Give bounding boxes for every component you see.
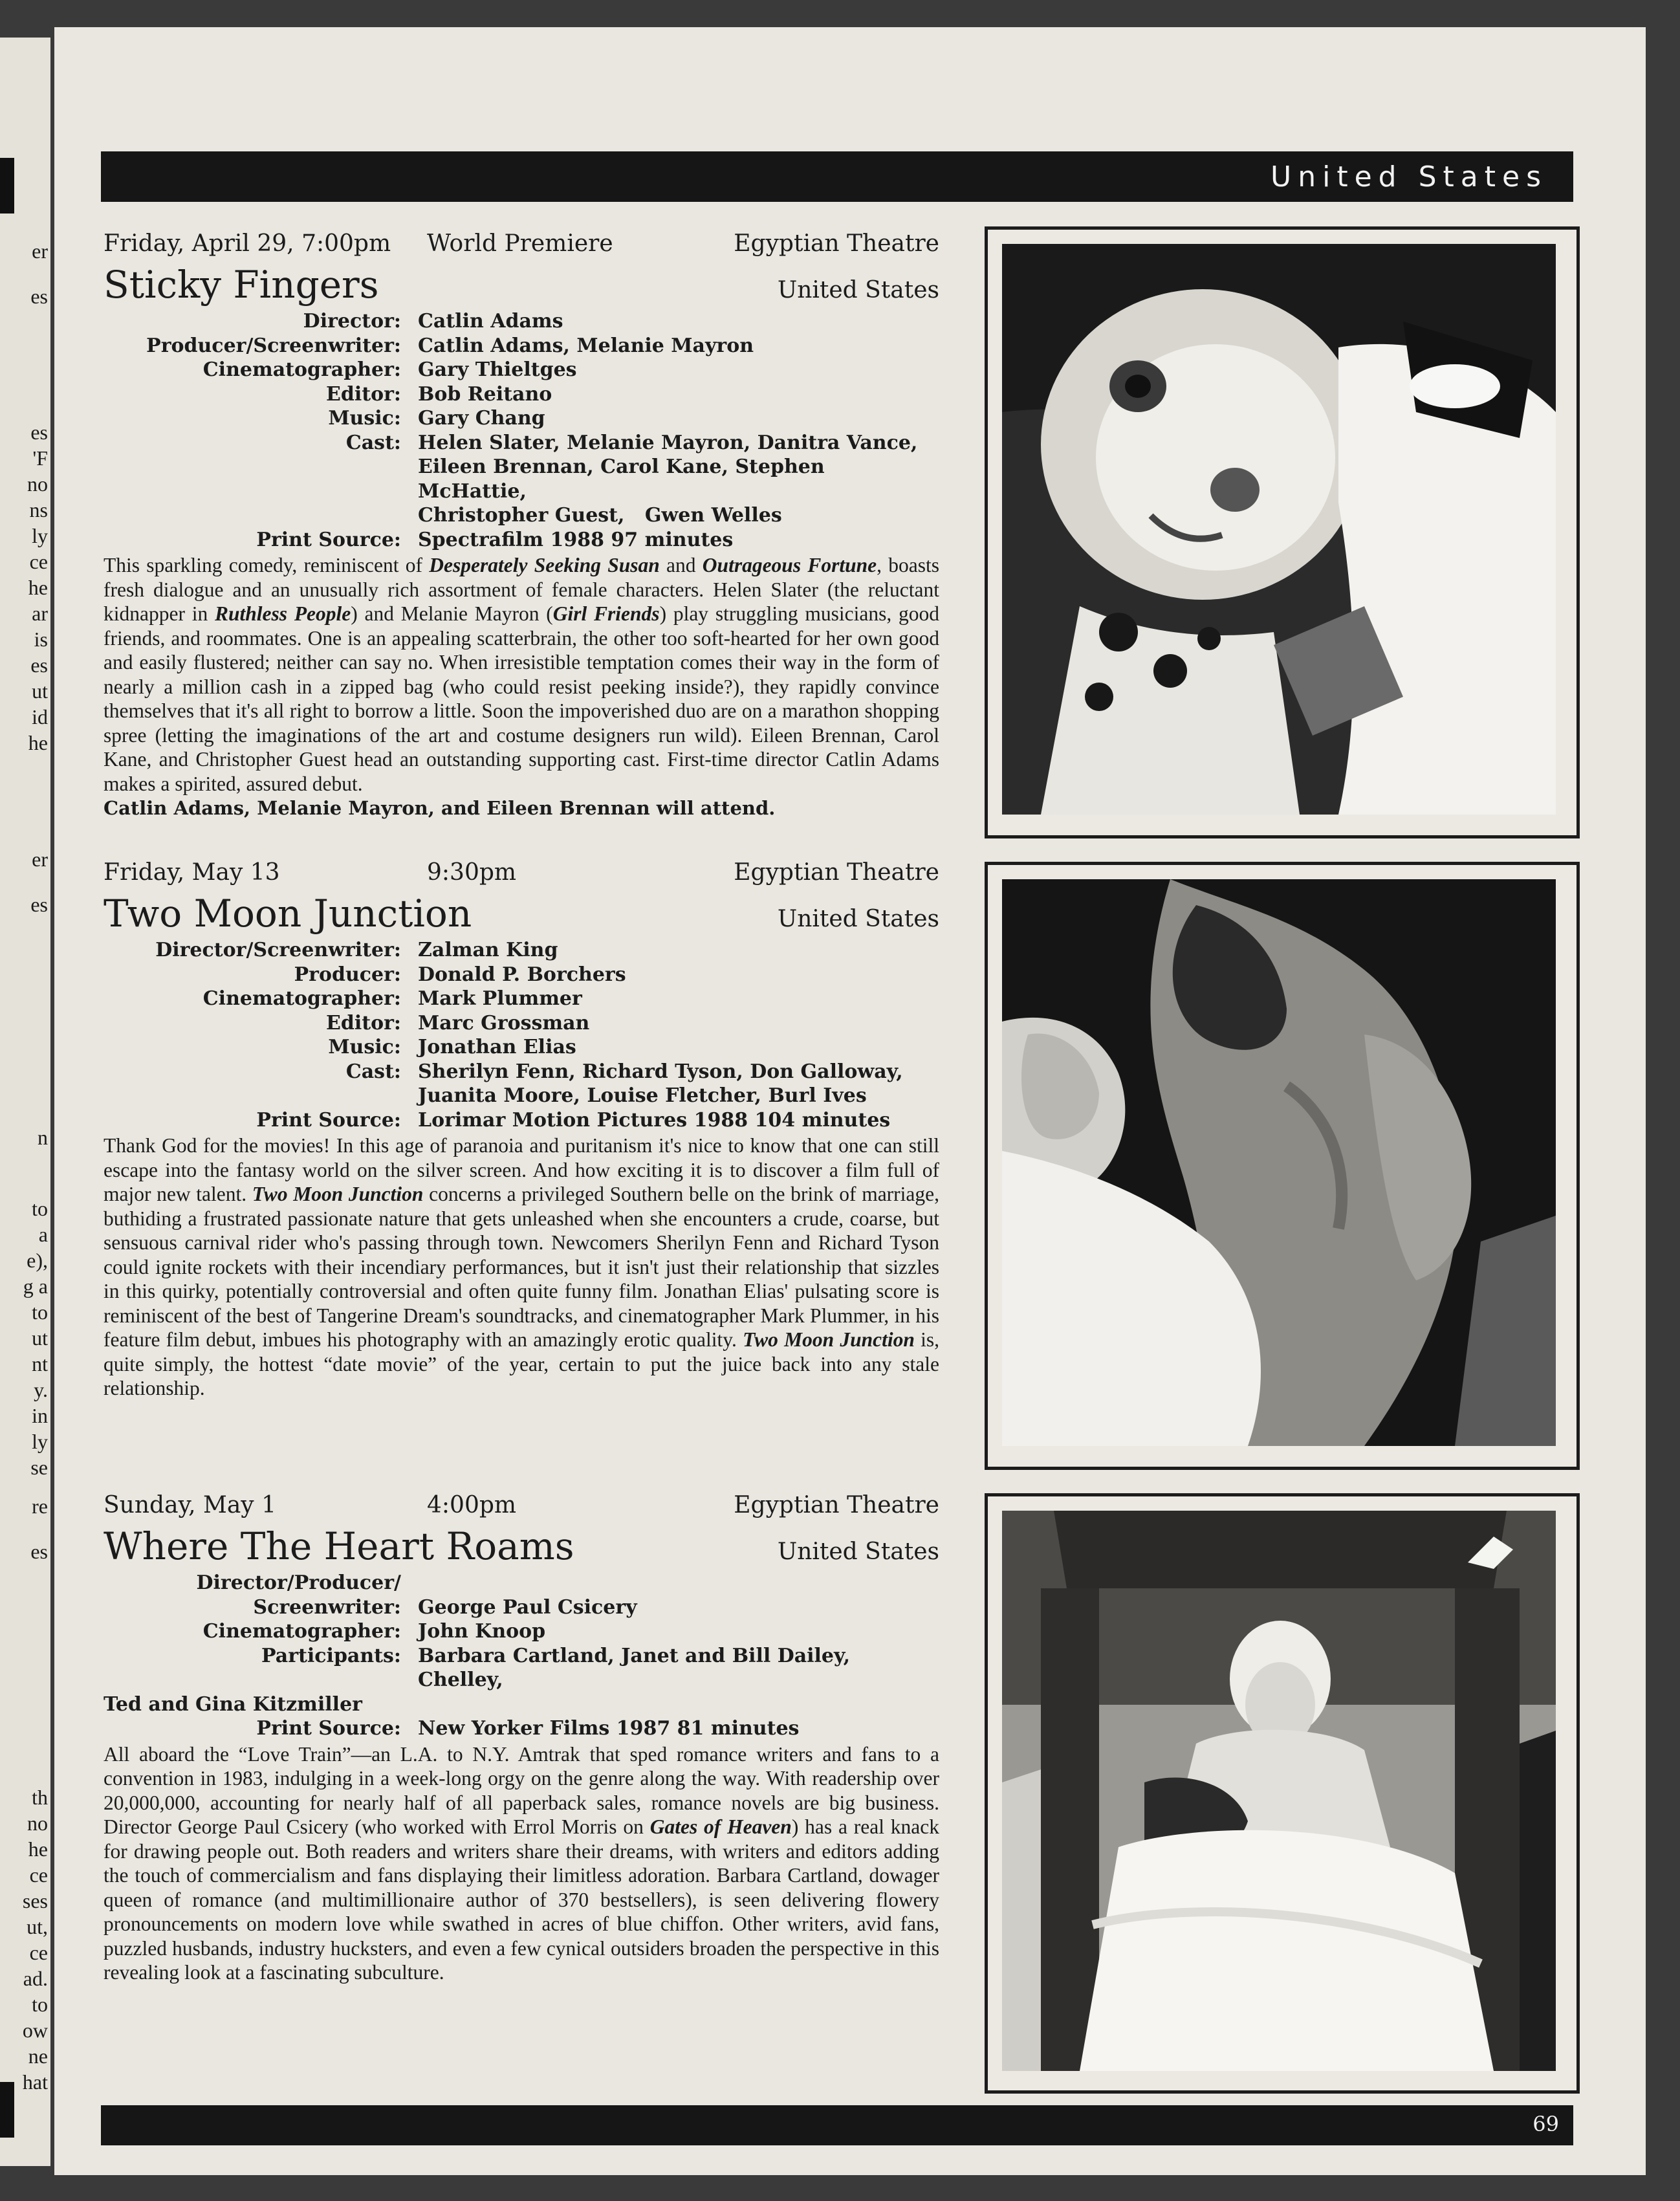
prev-page-fragment: ut,	[27, 1915, 48, 1938]
credit-row	[104, 1035, 939, 1060]
credit-role: Director/Producer/	[196, 1571, 401, 1594]
prev-page-bar-bottom	[0, 2082, 14, 2138]
credit-names: Helen Slater, Melanie Mayron, Danitra Vance,	[418, 431, 918, 454]
footer-bar	[101, 2105, 1573, 2145]
prev-page-fragment: ad.	[23, 1967, 48, 1990]
credit-names: Mark Plummer	[418, 987, 582, 1010]
still-photo-where-the-heart-roams	[985, 1493, 1580, 2094]
title-row	[104, 890, 939, 937]
credit-role: Cast:	[345, 431, 401, 454]
screening-date: Sunday, May 1	[104, 1492, 276, 1518]
prev-page-fragment: n	[38, 1126, 48, 1149]
prev-page-fragment: ce	[29, 1941, 48, 1964]
credit-role: Producer/Screenwriter:	[146, 334, 401, 357]
credit-names: Donald P. Borchers	[418, 963, 626, 986]
film-reference: Two Moon Junction	[252, 1183, 424, 1205]
credit-role: Editor:	[326, 382, 401, 406]
desc-text: ) has a real knack for drawing people out. Both readers and writers share their dreams, with writers and editors adding the touch of commercialism and fans displaying their limitless adoration. Barbara Cartland, dowager queen of romance (and multimillionaire author of 370 bestsellers), is seen delivering flowery pronouncements on modern love while swathed in acres of blue chiffon. Other writers, avid fans, puzzled husbands, industry hucksters, and even a few cynical outsiders broaden the perspective in this revealing look at a fascinating subculture.	[104, 1815, 939, 1984]
film-reference: Ruthless People	[215, 602, 351, 625]
attendance-note: Catlin Adams, Melanie Mayron, and Eileen Brennan will attend.	[104, 797, 776, 819]
prev-page-fragment: ce	[29, 550, 48, 573]
title-row	[104, 261, 939, 308]
credit-row	[104, 358, 939, 382]
prev-page-fragment: ly	[32, 1430, 48, 1453]
credit-names: Juanita Moore, Louise Fletcher, Burl Ives	[418, 1084, 867, 1107]
prev-page-fragment: th	[32, 1786, 48, 1809]
prev-page-fragment: ns	[29, 498, 48, 521]
photo-image	[1002, 1511, 1556, 2071]
prev-page-fragment: a	[38, 1223, 48, 1246]
prev-page-fragment: ne	[28, 2044, 48, 2068]
schedule-row	[104, 857, 939, 889]
prev-page-fragment: ar	[32, 602, 48, 625]
desc-text: ) play struggling musicians, good friends, and roommates. One is an appealing scatterbrain, the other too soft-hearted for her own good and easily flustered; neither can say no. When irresistible temptation comes their way in the form of nearly a million cash in a zipped bag (who could resist peeking inside?), they rapidly convince themselves that it's all right to borrow a little. Soon the impoverished duo are on a marathon shopping spree (letting the imaginations of the art and costume designers run wild). Eileen Brennan, Carol Kane, and Christopher Guest head an outstanding supporting cast. First-time director Catlin Adams makes a spirited, assured debut.	[104, 602, 939, 795]
prev-page-fragment: is	[34, 628, 48, 651]
prev-page-fragment: hat	[22, 2070, 48, 2094]
prev-page-bar	[0, 158, 14, 214]
prev-page-fragment: id	[32, 705, 48, 728]
section-header-bar	[101, 151, 1573, 202]
credit-role: Music:	[328, 1036, 401, 1058]
prev-page-fragment: er	[32, 239, 48, 263]
prev-page-fragment: no	[27, 472, 48, 496]
credit-row	[104, 938, 939, 963]
desc-text: and	[659, 554, 703, 576]
film-title: Two Moon Junction	[104, 892, 472, 936]
venue: Egyptian Theatre	[734, 1492, 939, 1518]
credits-list	[104, 1571, 939, 1741]
prev-page-fragment: he	[28, 731, 48, 754]
prev-page-fragment: ut	[32, 1326, 48, 1350]
credit-continuation: Ted and Gina Kitzmiller	[104, 1692, 362, 1716]
film-reference: Gates of Heaven	[649, 1815, 792, 1838]
screening-time: 4:00pm	[427, 1492, 517, 1518]
country: United States	[777, 906, 939, 932]
credit-role: Cast:	[345, 1060, 401, 1083]
credit-names: Sherilyn Fenn, Richard Tyson, Don Galloway,	[418, 1060, 903, 1083]
credit-role: Director/Screenwriter:	[155, 939, 401, 961]
screening-date: Friday, May 13	[104, 859, 280, 886]
film-entry-where-the-heart-roams	[104, 1489, 939, 1985]
venue: Egyptian Theatre	[734, 859, 939, 886]
film-reference: Outrageous Fortune	[702, 554, 877, 576]
country: United States	[777, 277, 939, 303]
desc-text: concerns a privileged Southern belle on the brink of marriage, buthiding a frustrated passionate nature that gets unleashed when she encounters a crude, coarse, but sensuous carnival rider who's passing through town. Newcomers Sherilyn Fenn and Richard Tyson could ignite rockets with their incendiary performances, but it isn't just their relationship that sizzles in this quirky, potentially controversial and often quite funny film. Jonathan Elias' pulsating score is reminiscent of the best of Tangerine Dream's soundtracks, and cinematographer Mark Plummer, in his feature film debut, imbues his photography with an amazingly erotic quality.	[104, 1183, 939, 1351]
venue: Egyptian Theatre	[734, 230, 939, 257]
credit-row	[104, 382, 939, 407]
credit-names: Lorimar Motion Pictures 1988 104 minutes	[418, 1108, 891, 1132]
desc-text: , boasts fresh dialogue and an unusually rich assortment of female characters. Helen Slater (the reluctant kidnapper in	[104, 554, 940, 625]
film-description	[104, 553, 939, 796]
credit-names: Jonathan Elias	[418, 1036, 576, 1058]
credit-row	[104, 1084, 939, 1108]
prev-page-fragment: he	[28, 1837, 48, 1861]
prev-page-fragment: er	[32, 848, 48, 871]
prev-page-fragment: ly	[32, 524, 48, 547]
credit-names: Marc Grossman	[418, 1011, 590, 1035]
photo-image	[1002, 244, 1556, 815]
credit-names: Bob Reitano	[418, 382, 552, 406]
credit-row	[104, 1595, 939, 1620]
film-description	[104, 1133, 939, 1401]
prev-page-fragment: ut	[32, 679, 48, 703]
credit-row	[104, 1644, 939, 1692]
prev-page-fragment: g a	[23, 1275, 48, 1298]
credit-row	[104, 1060, 939, 1084]
film-title: Where The Heart Roams	[104, 1524, 574, 1568]
prev-page-fragment: no	[27, 1812, 48, 1835]
credit-names: Gary Chang	[418, 407, 545, 430]
screening-time: 9:30pm	[427, 859, 517, 886]
credit-row	[104, 406, 939, 431]
previous-page-edge	[0, 38, 50, 2166]
prev-page-fragment: ce	[29, 1863, 48, 1887]
film-entry-sticky-fingers	[104, 228, 939, 820]
credit-names: New Yorker Films 1987 81 minutes	[418, 1717, 800, 1740]
credit-role: Cinematographer:	[202, 1620, 401, 1643]
prev-page-fragment: he	[28, 576, 48, 599]
credit-role: Screenwriter:	[253, 1595, 401, 1619]
credit-names: Zalman King	[418, 939, 558, 961]
credit-row	[104, 503, 939, 528]
still-photo-sticky-fingers	[985, 226, 1580, 838]
credit-row	[104, 528, 939, 553]
credit-row	[104, 987, 939, 1011]
film-reference: Girl Friends	[552, 602, 660, 625]
credit-row	[104, 1011, 939, 1036]
credit-role: Music:	[328, 407, 401, 430]
schedule-row	[104, 228, 939, 260]
prev-page-fragment: to	[32, 1993, 48, 2016]
desc-text: ) and Melanie Mayron (	[351, 602, 553, 625]
prev-page-fragment: re	[32, 1495, 48, 1518]
prev-page-fragment: es	[30, 285, 48, 308]
credit-role: Producer:	[294, 963, 401, 986]
credit-row	[104, 1619, 939, 1644]
credit-role	[104, 455, 418, 503]
film-reference: Two Moon Junction	[743, 1328, 915, 1351]
program-page	[54, 27, 1646, 2175]
credits-list	[104, 938, 939, 1132]
prev-page-fragment: ow	[22, 2019, 48, 2042]
credit-role: Print Source:	[256, 528, 401, 551]
country: United States	[777, 1539, 939, 1565]
credit-row	[104, 455, 939, 503]
credit-row	[104, 963, 939, 987]
credit-names: Christopher Guest, Gwen Welles	[418, 504, 782, 527]
credit-row	[104, 309, 939, 334]
photo-image	[1002, 879, 1556, 1446]
credit-role: Director:	[303, 310, 401, 333]
credit-names: John Knoop	[418, 1620, 546, 1643]
prev-page-fragment: es	[30, 653, 48, 677]
credit-names: Gary Thieltges	[418, 358, 577, 381]
prev-page-fragment: y.	[34, 1378, 48, 1401]
film-entry-two-moon-junction	[104, 857, 939, 1401]
desc-text: This sparkling comedy, reminiscent of	[104, 554, 430, 576]
credit-row	[104, 1108, 939, 1133]
credit-role	[104, 1084, 418, 1108]
desc-text: is, quite simply, the hottest “date movie” of the year, certain to put the juice back into any stale relationship.	[104, 1328, 939, 1399]
credit-role: Editor:	[326, 1011, 401, 1035]
prev-page-fragment: to	[32, 1300, 48, 1324]
prev-page-fragment: e),	[27, 1249, 48, 1272]
credit-role: Print Source:	[256, 1108, 401, 1132]
still-photo-two-moon-junction	[985, 862, 1580, 1470]
credit-row	[104, 1571, 939, 1595]
credit-row	[104, 334, 939, 358]
prev-page-fragment: to	[32, 1197, 48, 1220]
prev-page-fragment: nt	[32, 1352, 48, 1375]
credit-role: Participants:	[261, 1644, 401, 1667]
schedule-row	[104, 1489, 939, 1522]
credit-names: George Paul Csicery	[418, 1595, 637, 1619]
page-number: 69	[1533, 2112, 1559, 2136]
prev-page-fragment: es	[30, 421, 48, 444]
credit-role: Print Source:	[256, 1717, 401, 1740]
credit-role	[104, 503, 418, 528]
desc-text: Thank God for the movies! In this age of paranoia and puritanism it's nice to know that one can still escape into the fantasy world on the silver screen. And how exciting it is to discover a film full of major new talent.	[104, 1134, 939, 1205]
section-title: United States	[1271, 160, 1547, 193]
credit-row	[104, 1716, 939, 1741]
credit-names: Catlin Adams	[418, 310, 563, 333]
prev-page-fragment: es	[30, 1540, 48, 1563]
credit-names: Barbara Cartland, Janet and Bill Dailey, Chelley,	[418, 1644, 851, 1691]
screening-date: Friday, April 29, 7:00pm	[104, 230, 391, 257]
prev-page-fragment: ses	[22, 1889, 48, 1912]
credit-names: Catlin Adams, Melanie Mayron	[418, 334, 754, 357]
credit-role: Cinematographer:	[202, 987, 401, 1010]
film-description	[104, 1742, 939, 1985]
title-row	[104, 1523, 939, 1570]
prev-page-fragment: 'F	[32, 446, 48, 470]
film-reference: Desperately Seeking Susan	[429, 554, 660, 576]
credit-role: Cinematographer:	[202, 358, 401, 381]
prev-page-fragment: se	[30, 1456, 48, 1479]
prev-page-fragment: es	[30, 893, 48, 916]
film-title: Sticky Fingers	[104, 263, 379, 307]
credit-names: Eileen Brennan, Carol Kane, Stephen McHattie,	[418, 455, 825, 503]
credit-row	[104, 431, 939, 455]
credit-names: Spectrafilm 1988 97 minutes	[418, 528, 734, 551]
desc-text: All aboard the “Love Train”—an L.A. to N.Y. Amtrak that sped romance writers and fans to a convention in 1983, indulging in a week-long orgy on the genre along the way. With readership over 20,000,000, accounting for nearly half of all paperback sales, romance novels are big business. Director George Paul Csicery (who worked with Errol Morris on	[104, 1742, 939, 1838]
premiere-label: World Premiere	[427, 230, 613, 257]
credits-list	[104, 309, 939, 552]
prev-page-fragment: in	[32, 1404, 48, 1427]
